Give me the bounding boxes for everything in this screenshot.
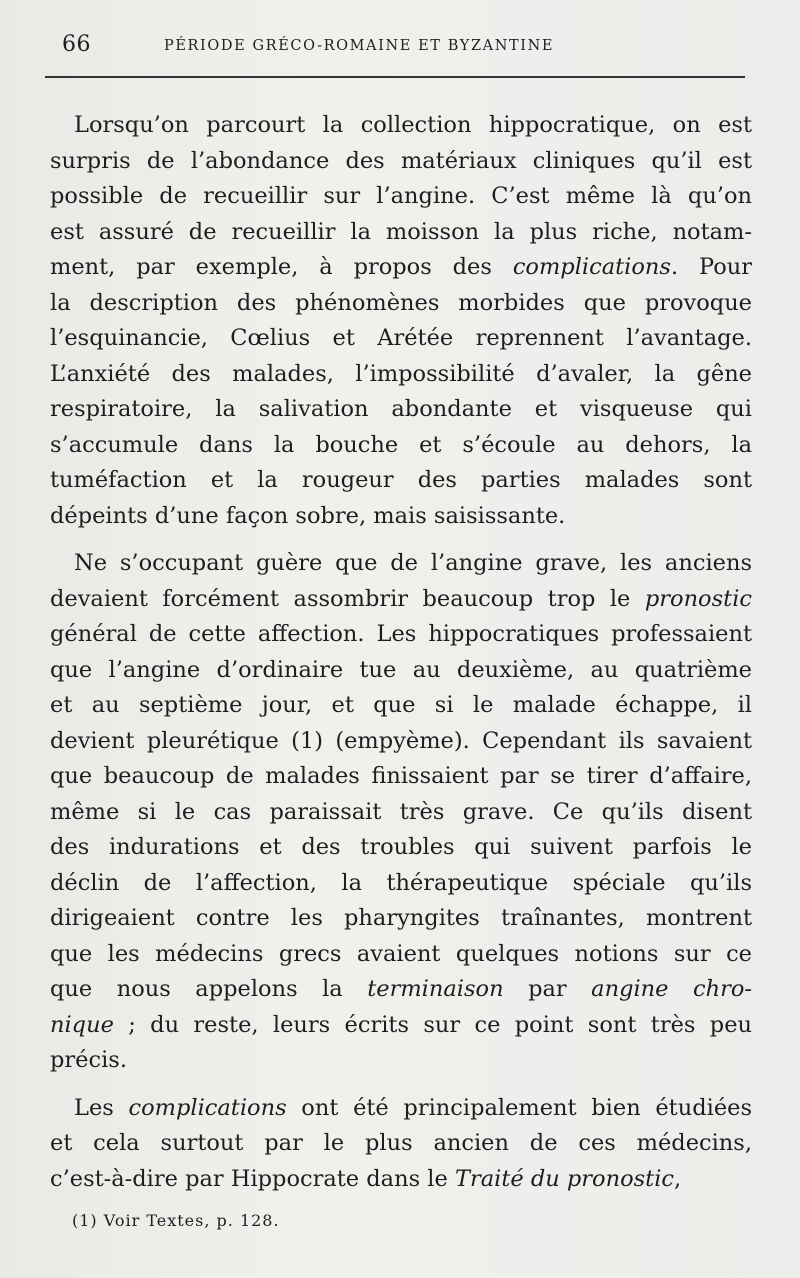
body-text [50, 108, 752, 1197]
italic-term: complications [512, 254, 671, 280]
text-line: que beaucoup de malades finissaient par se tirer d’affaire, [50, 763, 752, 789]
text-line: devaient forcément assombrir beaucoup trop le pronostic [50, 585, 752, 612]
text-line: devient pleurétique (1) (empyème). Cependant ils savaient [50, 727, 752, 754]
text-line: respiratoire, la salivation abondante et visqueuse qui [50, 396, 752, 422]
text-line: même si le cas paraissait très grave. Ce qu’ils disent [50, 798, 752, 825]
page-header [62, 32, 752, 64]
text-line: tuméfaction et la rougeur des parties malades sont [50, 467, 752, 493]
text-line: des indurations et des troubles qui suivent parfois le [50, 834, 752, 860]
page-number: 66 [62, 32, 91, 57]
text-line: s’accumule dans la bouche et s’écoule au dehors, la [50, 431, 752, 458]
header-rule [45, 76, 745, 78]
text-line: et cela surtout par le plus ancien de ces médecins, [50, 1130, 752, 1156]
text-line: ment, par exemple, à propos des complications. Pour [50, 254, 752, 280]
running-head: PÉRIODE GRÉCO-ROMAINE ET BYZANTINE [164, 38, 555, 54]
text-line: c’est-à-dire par Hippocrate dans le Traité du pronostic, [50, 1165, 682, 1192]
paragraph [50, 546, 752, 1079]
text-line: l’esquinancie, Cœlius et Arétée reprennent l’avantage. [50, 325, 752, 351]
text-line: Lorsqu’on parcourt la collection hippocratique, on est [74, 112, 752, 138]
text-line: déclin de l’affection, la thérapeutique spéciale qu’ils [50, 869, 752, 896]
text-line: que les médecins grecs avaient quelques notions sur ce [50, 940, 752, 967]
text-line: L’anxiété des malades, l’impossibilité d’avaler, la gêne [50, 360, 752, 387]
text-line: que nous appelons la terminaison par angine chro- [50, 976, 752, 1002]
paragraph-gap [50, 534, 752, 546]
text-line: la description des phénomènes morbides que provoque [50, 289, 752, 316]
footnote: (1) Voir Textes, p. 128. [72, 1211, 280, 1230]
italic-term: Traité du pronostic [454, 1165, 675, 1192]
paragraph-gap [50, 1079, 752, 1091]
paragraph [50, 108, 752, 534]
text-line: est assuré de recueillir la moisson la plus riche, notam- [50, 218, 752, 245]
text-line: dirigeaient contre les pharyngites traînantes, montrent [50, 905, 752, 931]
text-line: que l’angine d’ordinaire tue au deuxième, au quatrième [50, 656, 752, 683]
italic-term: nique [50, 1011, 114, 1038]
text-line: dépeints d’une façon sobre, mais saisissante. [50, 502, 566, 529]
italic-term: terminaison [367, 976, 504, 1002]
text-line: surpris de l’abondance des matériaux cliniques qu’il est [50, 147, 752, 174]
italic-term: pronostic [644, 585, 752, 612]
text-line: et au septième jour, et que si le malade échappe, il [50, 692, 752, 718]
italic-term: complications [128, 1094, 287, 1121]
text-line: Les complications ont été principalement bien étudiées [74, 1094, 752, 1121]
text-line: possible de recueillir sur l’angine. C’est même là qu’on [50, 183, 752, 209]
text-line: général de cette affection. Les hippocratiques professaient [50, 621, 752, 647]
italic-term: angine chro- [591, 976, 752, 1002]
text-line: précis. [50, 1047, 127, 1073]
text-line: nique ; du reste, leurs écrits sur ce point sont très peu [50, 1011, 752, 1038]
text-line: Ne s’occupant guère que de l’angine grave, les anciens [74, 550, 752, 576]
paragraph [50, 1091, 752, 1198]
